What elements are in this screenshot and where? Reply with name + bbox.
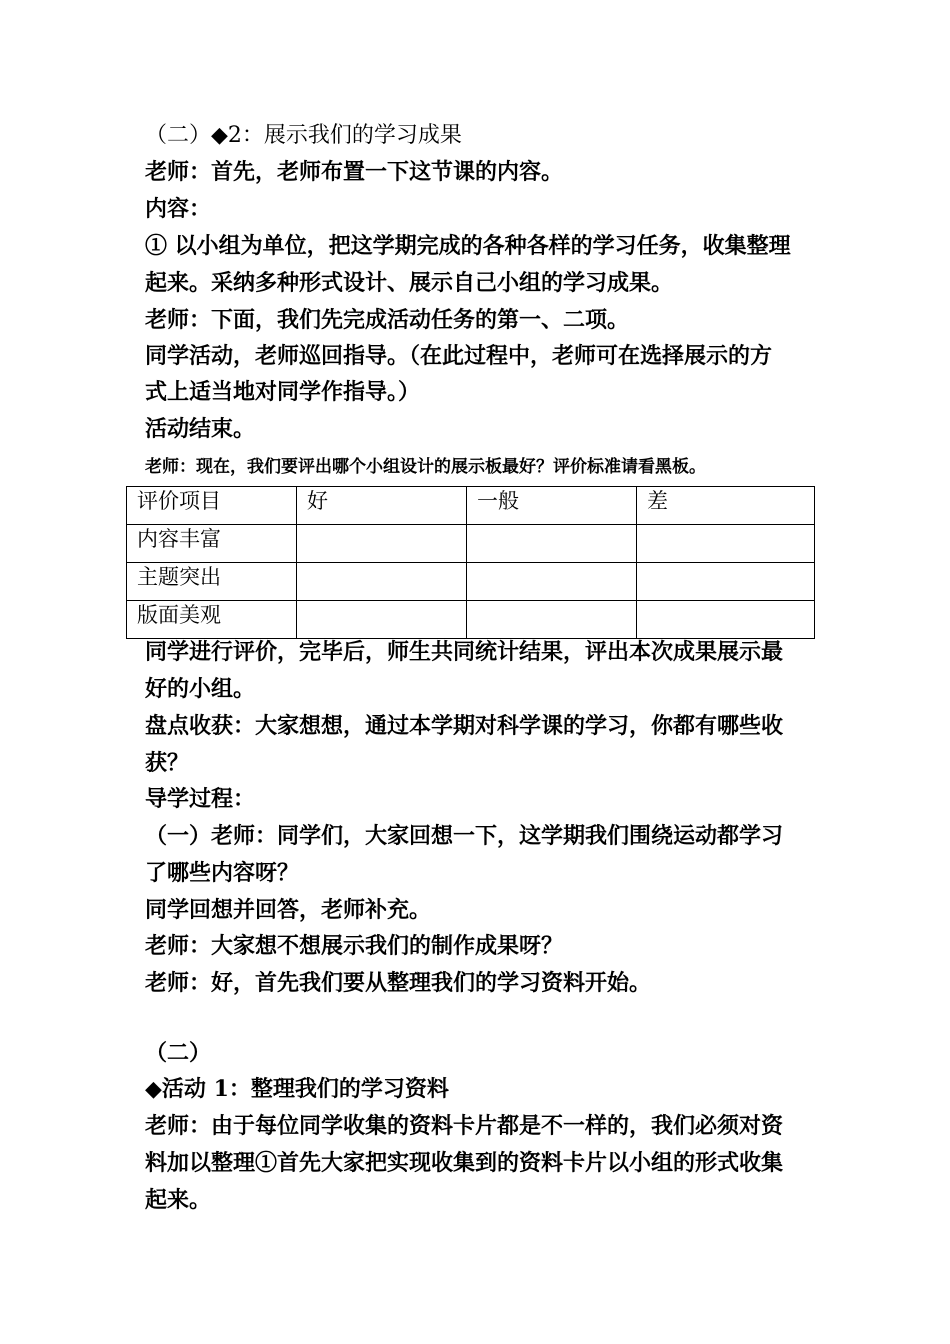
paragraph-line: （一）老师：同学们，大家回想一下，这学期我们围绕运动都学习 [145,823,784,849]
table-row [127,563,815,601]
paragraph-line: 老师：首先，老师布置一下这节课的内容。 [145,159,564,185]
paragraph-line: 活动结束。 [145,416,256,442]
table-cell [637,525,815,563]
evaluation-table [126,486,815,639]
table-cell [297,525,467,563]
table-header-cell: 评价项目 [127,487,297,525]
paragraph-line: 老师：好，首先我们要从整理我们的学习资料开始。 [145,970,652,996]
paragraph-line: 了哪些内容呀？ [145,860,300,886]
table-header-cell: 好 [297,487,467,525]
paragraph-line: 获？ [145,750,190,776]
table-header-cell: 一般 [467,487,637,525]
paragraph-line: 老师：由于每位同学收集的资料卡片都是不一样的，我们必须对资 [145,1113,784,1139]
section-heading-2: （二）◆2：展示我们的学习成果 [145,123,462,148]
paragraph-line: 式上适当地对同学作指导。） [145,379,421,405]
table-cell [297,601,467,639]
paragraph-line: 好的小组。 [145,676,256,702]
paragraph-line: 内容： [145,196,212,222]
table-row [127,601,815,639]
table-cell [467,563,637,601]
table-row [127,525,815,563]
section-heading-2b: （二） [145,1040,212,1066]
paragraph-line: 老师：大家想不想展示我们的制作成果呀？ [145,933,564,959]
table-cell: 主题突出 [127,563,297,601]
paragraph-line: 起来。 [145,1187,212,1213]
paragraph-line: 同学活动，老师巡回指导。（在此过程中，老师可在选择展示的方 [145,343,773,369]
table-header-row [127,487,815,525]
paragraph-line: 老师：下面，我们先完成活动任务的第一、二项。 [145,307,630,333]
paragraph-line: 同学回想并回答，老师补充。 [145,897,432,923]
paragraph-line: 料加以整理①首先大家把实现收集到的资料卡片以小组的形式收集 [145,1150,784,1176]
table-cell: 内容丰富 [127,525,297,563]
table-caption: 老师：现在，我们要评出哪个小组设计的展示板最好？评价标准请看黑板。 [145,457,706,477]
table-cell [467,525,637,563]
table-cell [637,601,815,639]
paragraph-line: 导学过程： [145,786,256,812]
paragraph-line: ① 以小组为单位，把这学期完成的各种各样的学习任务，收集整理 [145,233,791,259]
table-cell [637,563,815,601]
paragraph-line: 盘点收获：大家想想，通过本学期对科学课的学习，你都有哪些收 [145,713,784,739]
table-cell [467,601,637,639]
table-header-cell: 差 [637,487,815,525]
activity-heading: ◆活动 1：整理我们的学习资料 [145,1076,449,1102]
table-cell [297,563,467,601]
table-cell: 版面美观 [127,601,297,639]
paragraph-line: 同学进行评价，完毕后，师生共同统计结果，评出本次成果展示最 [145,639,784,665]
paragraph-line: 起来。采纳多种形式设计、展示自己小组的学习成果。 [145,270,674,296]
